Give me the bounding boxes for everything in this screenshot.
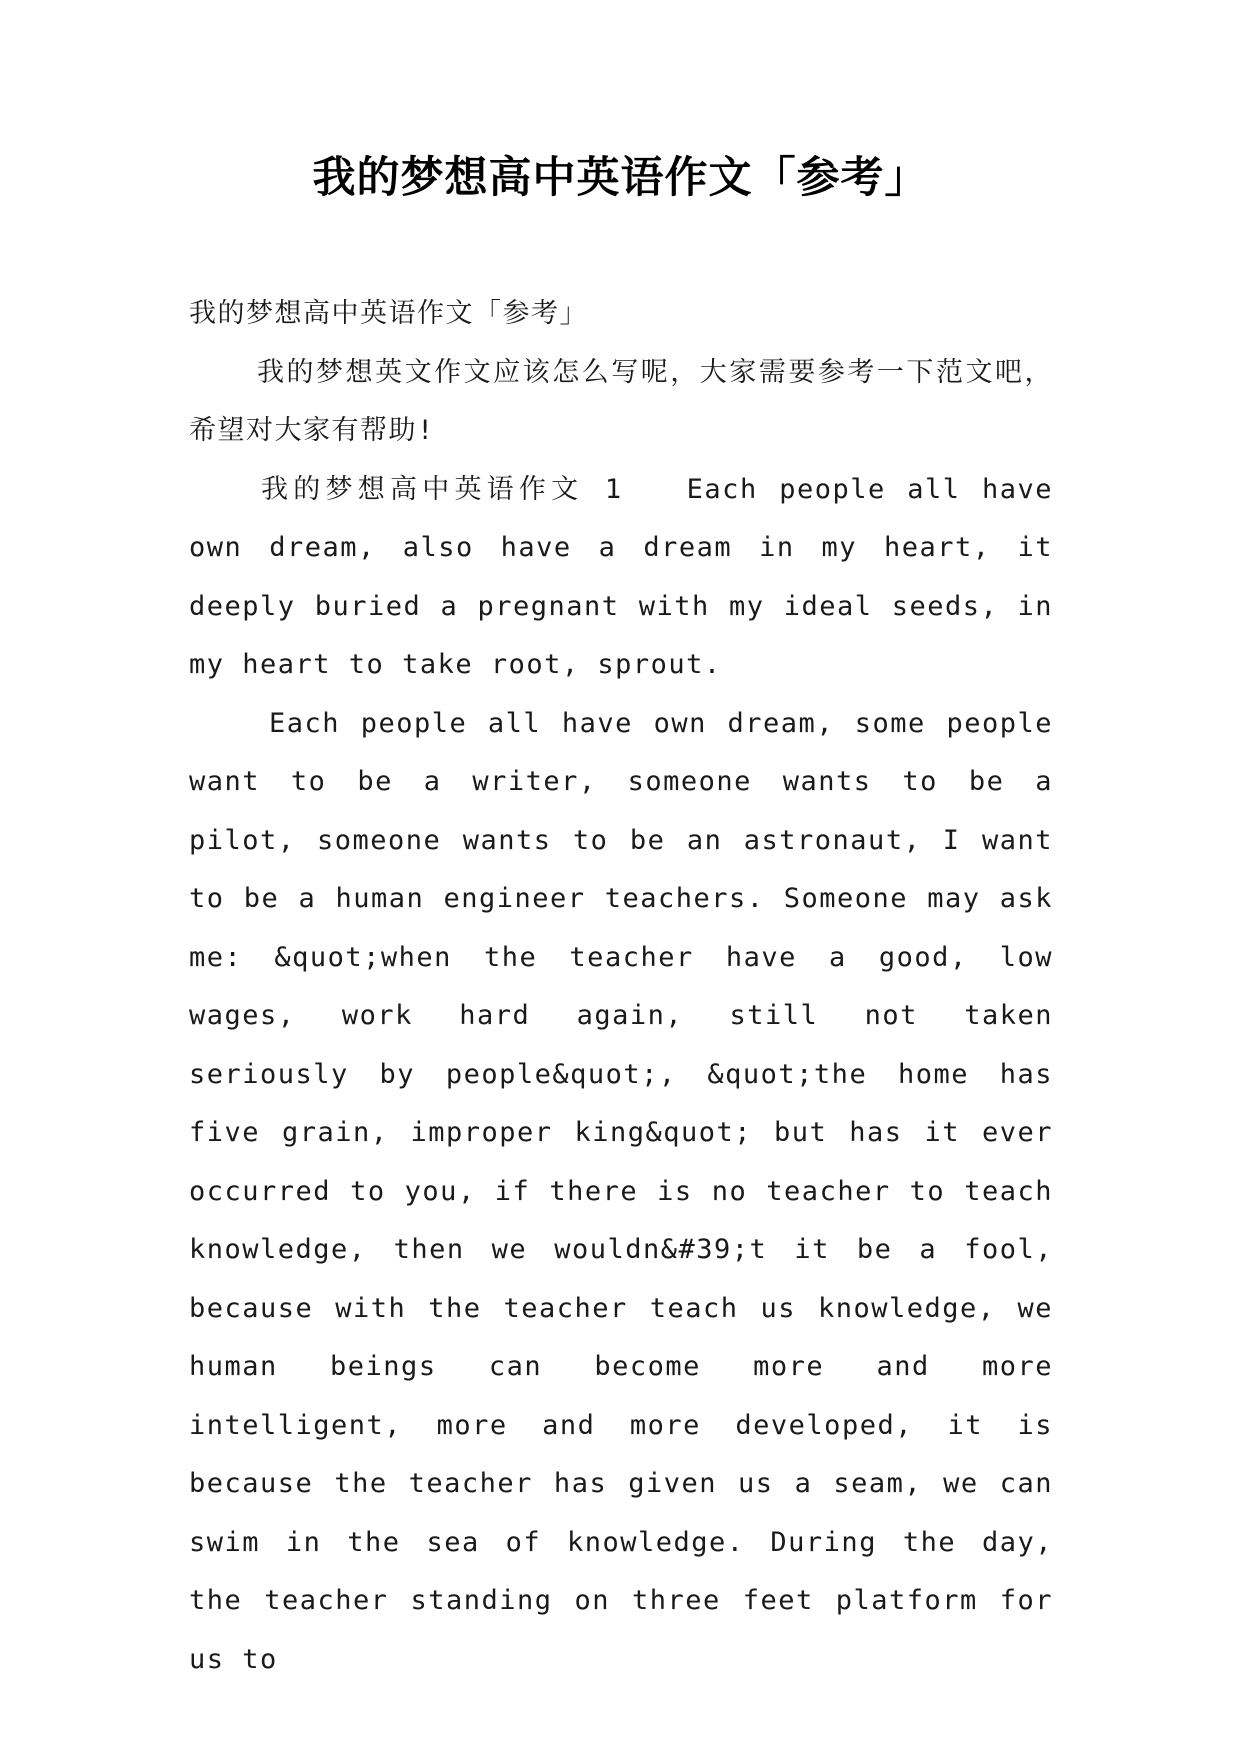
essay-1-paragraph-1: Each people all have own dream, also have a dream in my heart, it deeply buried a pregnant with my ideal seeds, in my heart to take root, sprout. [189,473,1054,680]
essay-1-paragraph-2: Each people all have own dream, some people want to be a writer, someone wants to be a pilot, someone wants to be an astronaut, I want to be a human engineer teachers. Someone may ask me: &quot;when the teacher have a good, low wages, work hard again, still not taken seriously by people&quot;, &quot;the home has five grain, improper king&quot; but has it ever occurred to you, if there is no teacher to teach knowledge, then we wouldn&#39;t it be a fool, because with the teacher teach us knowledge, we human beings can become more and more intelligent, more and more developed, it is because the teacher has given us a seam, we can swim in the sea of knowledge. During the day, the teacher standing on three feet platform for us to [189,707,1053,1675]
essay-1-label: 我的梦想高中英语作文 1 [261,473,623,505]
document-title: 我的梦想高中英语作文「参考」 [312,153,929,203]
essay-1-paragraph [189,461,1053,695]
intro-paragraph: 我的梦想英文作文应该怎么写呢，大家需要参考一下范文吧，希望对大家有帮助! [189,356,1053,446]
document-body [189,285,1053,1689]
document-subtitle: 我的梦想高中英语作文「参考」 [189,298,588,329]
